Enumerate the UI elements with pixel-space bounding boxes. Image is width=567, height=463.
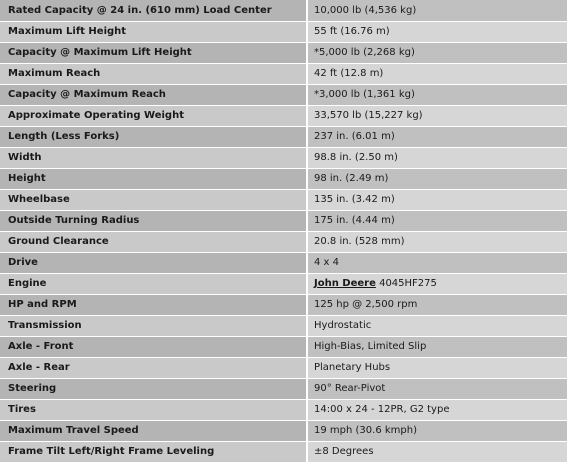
spec-value: 55 ft (16.76 m) [307,21,567,42]
spec-label: Ground Clearance [0,231,307,252]
spec-label: Steering [0,378,307,399]
spec-label: Axle - Rear [0,357,307,378]
engine-manufacturer-link[interactable]: John Deere [314,278,376,289]
spec-label: Capacity @ Maximum Lift Height [0,42,307,63]
spec-label: Drive [0,252,307,273]
spec-value: 98 in. (2.49 m) [307,168,567,189]
spec-label: HP and RPM [0,294,307,315]
table-row [0,0,567,21]
spec-value: ±8 Degrees [307,441,567,462]
table-row [0,84,567,105]
table-row [0,273,567,294]
spec-value [307,273,567,294]
table-row [0,63,567,84]
spec-value: Hydrostatic [307,315,567,336]
table-row [0,21,567,42]
spec-label: Maximum Lift Height [0,21,307,42]
spec-value: *5,000 lb (2,268 kg) [307,42,567,63]
spec-label: Rated Capacity @ 24 in. (610 mm) Load Center [0,0,307,21]
spec-label: Maximum Travel Speed [0,420,307,441]
table-row [0,294,567,315]
table-row [0,357,567,378]
table-row [0,399,567,420]
spec-value: 10,000 lb (4,536 kg) [307,0,567,21]
table-row [0,168,567,189]
table-row [0,252,567,273]
spec-value: Planetary Hubs [307,357,567,378]
spec-value: 4 x 4 [307,252,567,273]
spec-value: 14:00 x 24 - 12PR, G2 type [307,399,567,420]
table-row [0,378,567,399]
table-row [0,441,567,462]
spec-label: Frame Tilt Left/Right Frame Leveling [0,441,307,462]
table-row [0,420,567,441]
spec-value: 175 in. (4.44 m) [307,210,567,231]
spec-value: 42 ft (12.8 m) [307,63,567,84]
spec-label: Outside Turning Radius [0,210,307,231]
spec-label: Axle - Front [0,336,307,357]
table-row [0,147,567,168]
spec-label: Capacity @ Maximum Reach [0,84,307,105]
table-row [0,42,567,63]
spec-value: 20.8 in. (528 mm) [307,231,567,252]
spec-label: Engine [0,273,307,294]
table-row [0,189,567,210]
spec-value: 90° Rear-Pivot [307,378,567,399]
spec-label: Maximum Reach [0,63,307,84]
table-row [0,315,567,336]
table-row [0,126,567,147]
spec-label: Length (Less Forks) [0,126,307,147]
engine-model: 4045HF275 [379,278,437,289]
spec-label: Approximate Operating Weight [0,105,307,126]
table-row [0,231,567,252]
table-row [0,210,567,231]
spec-label: Tires [0,399,307,420]
spec-value: *3,000 lb (1,361 kg) [307,84,567,105]
table-row [0,336,567,357]
spec-value: 237 in. (6.01 m) [307,126,567,147]
spec-label: Height [0,168,307,189]
spec-value: 98.8 in. (2.50 m) [307,147,567,168]
spec-value: High-Bias, Limited Slip [307,336,567,357]
spec-value: 33,570 lb (15,227 kg) [307,105,567,126]
spec-label: Transmission [0,315,307,336]
table-row [0,105,567,126]
spec-value: 19 mph (30.6 kmph) [307,420,567,441]
spec-value: 125 hp @ 2,500 rpm [307,294,567,315]
spec-label: Width [0,147,307,168]
spec-value: 135 in. (3.42 m) [307,189,567,210]
spec-label: Wheelbase [0,189,307,210]
